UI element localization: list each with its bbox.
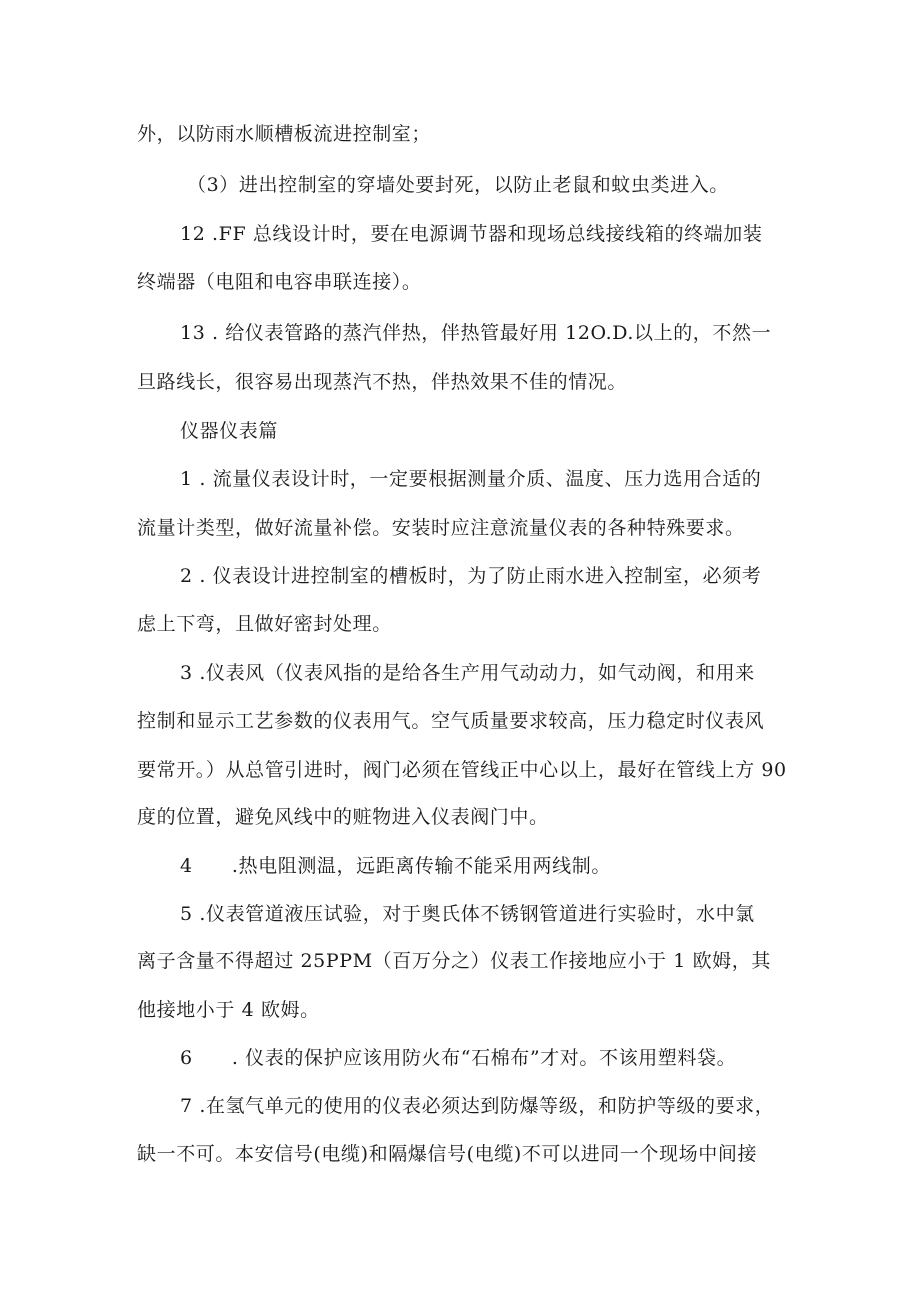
text-line: 外，以防雨水顺槽板流进控制室； xyxy=(137,123,432,145)
text-line: 2 . 仪表设计进控制室的槽板时，为了防止雨水进入控制室，必须考 xyxy=(180,565,762,587)
text-line: 5 .仪表管道液压试验，对于奥氏体不锈钢管道进行实验时，水中氯 xyxy=(180,903,755,925)
text-line: 7 .在氢气单元的使用的仪表必须达到防爆等级，和防护等级的要求， xyxy=(180,1095,775,1117)
text-line: 6 . 仪表的保护应该用防火布“石棉布”才对。不该用塑料袋。 xyxy=(180,1047,737,1069)
text-line: 1 . 流量仪表设计时，一定要根据测量介质、温度、压力选用合适的 xyxy=(180,468,762,490)
text-line: 要常开。）从总管引进时，阀门必须在管线正中心以上，最好在管线上方 90 xyxy=(137,759,787,781)
text-line: 流量计类型，做好流量补偿。安装时应注意流量仪表的各种特殊要求。 xyxy=(137,517,745,539)
text-line: 离子含量不得超过 25PPM（百万分之）仪表工作接地应小于 1 欧姆，其 xyxy=(137,950,772,972)
text-line: 终端器（电阻和电容串联连接）。 xyxy=(137,271,422,293)
text-line: 控制和显示工艺参数的仪表用气。空气质量要求较高，压力稳定时仪表风 xyxy=(137,710,765,732)
text-line: 12 .FF 总线设计时，要在电源调节器和现场总线接线箱的终端加装 xyxy=(180,223,763,245)
text-line: 度的位置，避免风线中的赃物进入仪表阀门中。 xyxy=(137,806,549,828)
text-line: 缺一不可。本安信号(电缆)和隔爆信号(电缆)不可以进同一个现场中间接 xyxy=(137,1143,758,1165)
text-line: 旦路线长，很容易出现蒸汽不热，伴热效果不佳的情况。 xyxy=(137,371,628,393)
text-line: （3）进出控制室的穿墙处要封死，以防止老鼠和蚊虫类进入。 xyxy=(187,174,729,196)
text-line: 13 . 给仪表管路的蒸汽伴热，伴热管最好用 12O.D.以上的，不然一 xyxy=(180,322,772,344)
section-heading: 仪器仪表篇 xyxy=(180,420,279,442)
text-line: 他接地小于 4 欧姆。 xyxy=(137,999,320,1021)
text-line: 4 .热电阻测温，远距离传输不能采用两线制。 xyxy=(180,855,611,877)
text-line: 3 .仪表风（仪表风指的是给各生产用气动动力，如气动阀，和用来 xyxy=(180,662,755,684)
text-line: 虑上下弯，且做好密封处理。 xyxy=(137,613,392,635)
